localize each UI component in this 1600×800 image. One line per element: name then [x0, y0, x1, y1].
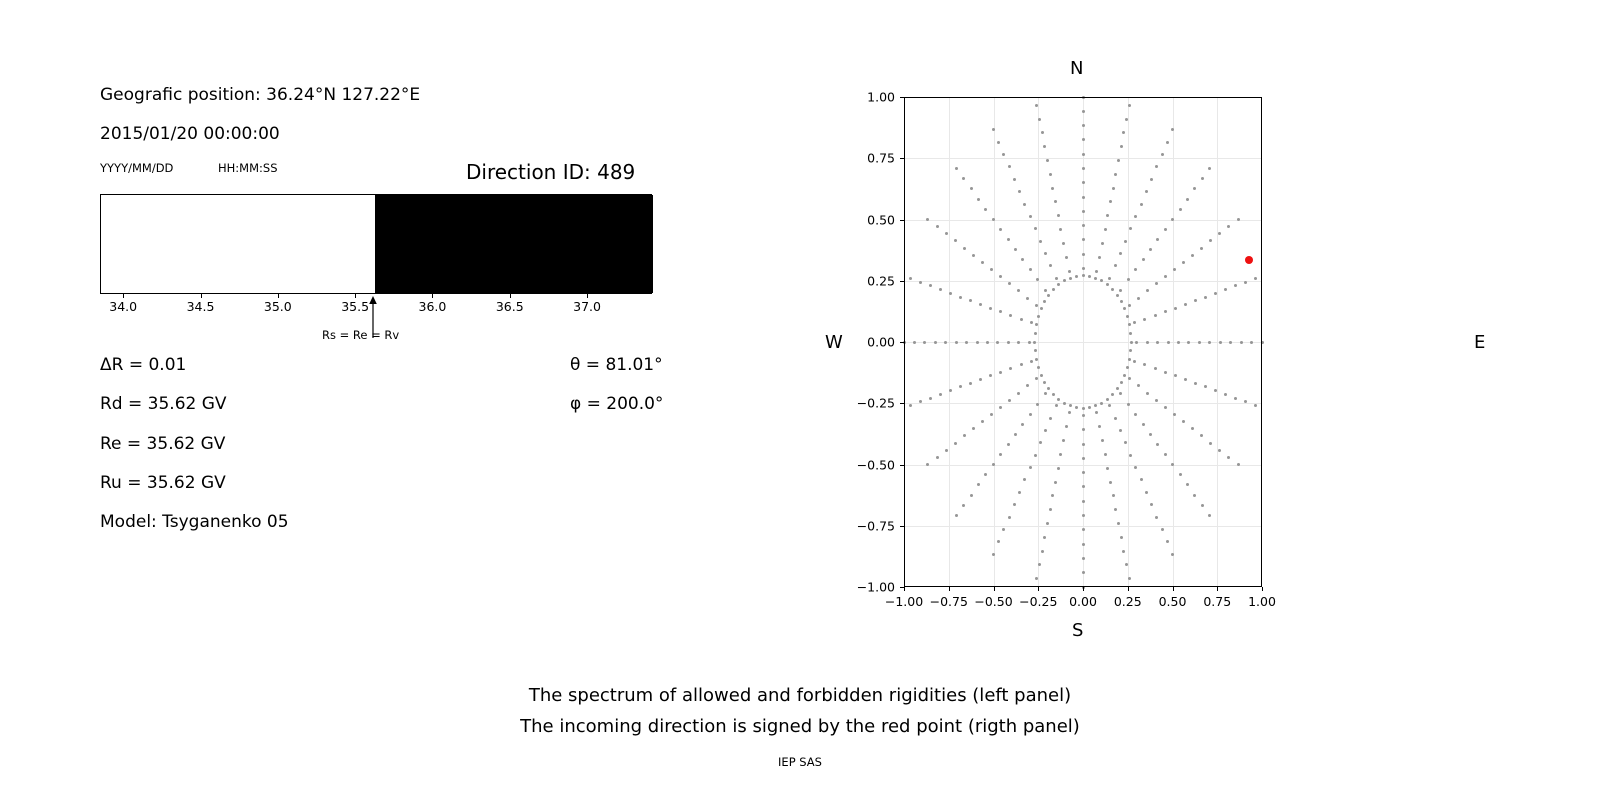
- spectrum-band-allowed: [101, 195, 375, 293]
- date-format-label: YYYY/MM/DD: [100, 161, 174, 175]
- sky-x-tick-label: −0.25: [1019, 594, 1058, 609]
- footer-credit: IEP SAS: [778, 755, 822, 769]
- sky-y-tickmark: [900, 220, 904, 221]
- spectrum-x-tick-label: 35.5: [341, 299, 370, 314]
- figure-caption: [0, 680, 1600, 742]
- sky-x-tick-label: −0.50: [974, 594, 1013, 609]
- param-ru: Ru = 35.62 GV: [100, 473, 226, 493]
- time-format-label: HH:MM:SS: [218, 161, 278, 175]
- datetime-text: 2015/01/20 00:00:00: [100, 124, 280, 144]
- param-theta: θ = 81.01°: [570, 355, 663, 375]
- sky-y-tick-label: 0.00: [867, 334, 895, 350]
- sky-y-tick-label: −0.25: [856, 395, 895, 411]
- sky-y-tick-label: 1.00: [867, 89, 895, 105]
- sky-x-tick-label: −0.75: [929, 594, 968, 609]
- geographic-position-text: Geografic position: 36.24°N 127.22°E: [100, 85, 421, 105]
- spectrum-x-tick-label: 35.0: [263, 299, 292, 314]
- sky-x-tickmark: [994, 587, 995, 591]
- direction-id-text: Direction ID: 489: [466, 160, 636, 184]
- sky-y-tickmark: [900, 342, 904, 343]
- sky-x-tickmark: [1217, 587, 1218, 591]
- sky-x-tick-label: 0.00: [1069, 594, 1097, 609]
- sky-map-panel: [800, 0, 1600, 650]
- caption-line-1: The spectrum of allowed and forbidden rigidities (left panel): [528, 685, 1072, 706]
- sky-x-tick-label: 0.75: [1203, 594, 1232, 609]
- rs-equals-label: [100, 328, 652, 342]
- sky-y-tick-label: 0.75: [867, 150, 895, 166]
- cardinal-east-label: E: [1474, 332, 1486, 353]
- cardinal-south-label: S: [1072, 620, 1084, 641]
- sky-y-tickmark: [900, 158, 904, 159]
- spectrum-x-tick-label: 37.0: [573, 299, 601, 314]
- param-delta-r: ΔR = 0.01: [100, 355, 187, 375]
- sky-x-tick-label: 0.50: [1158, 594, 1187, 609]
- sky-x-tickmark: [1083, 587, 1084, 591]
- left-panel: [0, 0, 800, 650]
- sky-x-tick-label: 1.00: [1248, 594, 1276, 609]
- spectrum-band-forbidden: [375, 195, 653, 293]
- param-re: Re = 35.62 GV: [100, 434, 226, 454]
- spectrum-x-tick-label: 36.0: [418, 299, 447, 314]
- sky-y-tickmark: [900, 403, 904, 404]
- rs-equals-label-text: Rs = Re = Rv: [322, 328, 400, 342]
- cardinal-north-label: N: [1070, 58, 1084, 79]
- sky-y-tick-label: −0.50: [856, 457, 895, 472]
- sky-plot-frame: [904, 97, 1262, 587]
- rigidity-spectrum-chart: [100, 194, 652, 294]
- sky-y-tick-label: 0.50: [867, 212, 895, 227]
- sky-x-tickmark: [1262, 587, 1263, 591]
- sky-x-tickmark: [949, 587, 950, 591]
- sky-x-tickmark: [1038, 587, 1039, 591]
- sky-y-tick-label: −0.75: [856, 518, 895, 534]
- sky-y-tickmark: [900, 465, 904, 466]
- sky-y-tick-label: 0.25: [867, 273, 895, 289]
- spectrum-x-tick-label: 34.5: [186, 299, 215, 314]
- sky-x-tickmark: [1128, 587, 1129, 591]
- param-model: Model: Tsyganenko 05: [100, 512, 289, 532]
- caption-line-2: The incoming direction is signed by the red point (rigth panel): [520, 716, 1080, 737]
- sky-x-tick-label: 0.25: [1113, 594, 1142, 609]
- spectrum-x-tick-label: 36.5: [495, 299, 524, 314]
- cardinal-west-label: W: [825, 332, 843, 353]
- sky-y-tickmark: [900, 281, 904, 282]
- sky-x-tickmark: [1173, 587, 1174, 591]
- sky-x-tick-label: −1.00: [884, 594, 924, 609]
- sky-y-tickmark: [900, 526, 904, 527]
- sky-y-tick-label: −1.00: [856, 579, 895, 595]
- param-rd: Rd = 35.62 GV: [100, 394, 227, 414]
- spectrum-x-tick-label: 34.0: [109, 299, 138, 314]
- spectrum-plot-area: [100, 194, 652, 294]
- param-phi: φ = 200.0°: [570, 394, 664, 414]
- sky-y-tickmark: [900, 97, 904, 98]
- sky-x-tickmark: [904, 587, 905, 591]
